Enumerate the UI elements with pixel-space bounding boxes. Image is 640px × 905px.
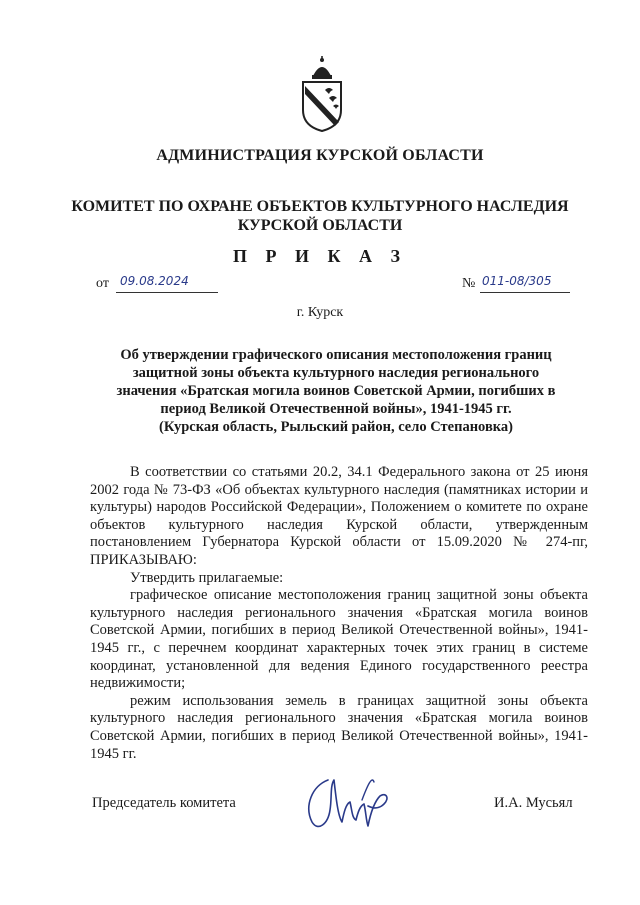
body-paragraph-4: режим использования земель в границах защитной зоны объекта культурного наследия регионального значения «Братская могила воинов Советской Армии, погибших в период Великой Отечественной войны», 1941-1945 гг. [90, 692, 588, 762]
body-paragraph-1: В соответствии со статьями 20.2, 34.1 Федерального закона от 25 июня 2002 года № 73-ФЗ «Об объектах культурного наследия (памятниках истории и культуры) народов Российской Федерации», Положением о комитете по охране объектов культурного наследия Курской области, утвержденным постановлением Губернатора Курской области от 15.09.2020 № 274-пг, ПРИКАЗЫВАЮ: [90, 464, 588, 568]
committee-title [0, 197, 640, 235]
signer-position: Председатель комитета [92, 795, 236, 811]
subject-line4: период Великой Отечественной войны», 1941-1945 гг. [160, 401, 512, 417]
subject-line5: (Курская область, Рыльский район, село Степановка) [158, 419, 513, 435]
administration-title: АДМИНИСТРАЦИЯ КУРСКОЙ ОБЛАСТИ [156, 147, 484, 164]
signer-name: И.А. Мусьял [494, 795, 573, 811]
subject-line1: Об утверждении графического описания местоположения границ [120, 347, 552, 363]
number-prefix: № [462, 276, 476, 291]
body-paragraph-3: графическое описание местоположения границ защитной зоны объекта культурного наследия регионального значения «Братская могила воинов Советской Армии, погибших в период Великой Отечественной войны», 1941-1945 гг., с перечнем координат характерных точек этих границ в системе координат, установленной для ведения Единого государственного реестра недвижимости; [90, 587, 588, 692]
coat-of-arms-icon [297, 56, 347, 132]
subject-line2: защитной зоны объекта культурного наследия регионального [132, 365, 540, 381]
committee-title-line1: КОМИТЕТ ПО ОХРАНЕ ОБЪЕКТОВ КУЛЬТУРНОГО НАСЛЕДИЯ [71, 198, 569, 215]
date-underline [116, 292, 218, 293]
order-body [90, 464, 588, 763]
document-type: П Р И К А З [232, 246, 408, 266]
date-number-row [96, 276, 576, 296]
order-subject [96, 346, 576, 436]
subject-line3: значения «Братская могила воинов Советской Армии, погибших в [116, 383, 556, 399]
committee-title-line2: КУРСКОЙ ОБЛАСТИ [237, 217, 403, 234]
number-underline [480, 292, 570, 293]
city: г. Курск [296, 305, 344, 320]
handwritten-number: 011-08/305 [482, 274, 552, 288]
date-prefix: от [96, 276, 109, 291]
body-paragraph-2: Утвердить прилагаемые: [130, 569, 284, 586]
handwritten-date: 09.08.2024 [120, 274, 189, 288]
handwritten-signature [302, 772, 400, 836]
